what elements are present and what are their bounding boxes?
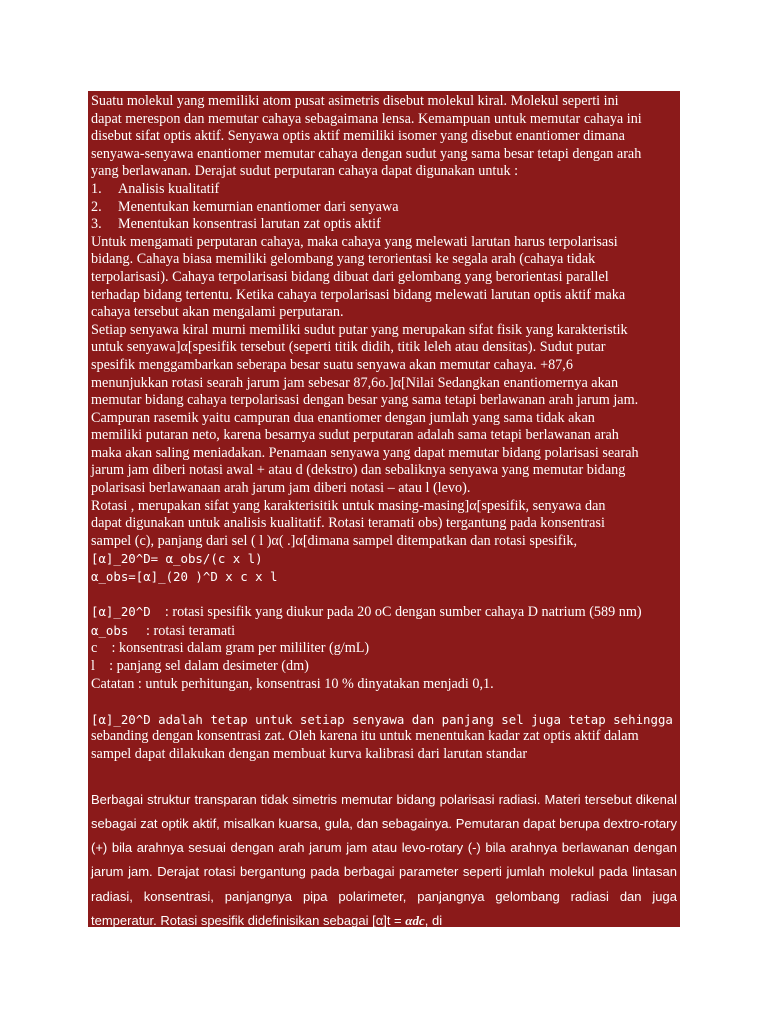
- calibration-paragraph: [91, 711, 755, 764]
- definition-line: [91, 622, 677, 641]
- text-line: terpolarisasi). Cahaya terpolarisasi bidang dibuat dari gelombang yang berorientasi parallel: [91, 268, 609, 285]
- spacer: [91, 764, 677, 788]
- list-item: [91, 216, 677, 234]
- document-page: [88, 91, 755, 929]
- text-line: cahaya tersebut akan mengalami perputaran.: [91, 304, 344, 321]
- text-line: dapat digunakan untuk analisis kualitatif. Rotasi teramati obs) tergantung pada konsentrasi: [91, 515, 605, 532]
- text-line: polarisasi berlawanaan arah jarum jam diberi notasi – atau l (levo).: [91, 480, 471, 497]
- text-line: Rotasi , merupakan sifat yang karakterisitik untuk masing-masing]α[spesifik, senyawa dan: [91, 497, 606, 514]
- text-line: Untuk mengamati perputaran cahaya, maka cahaya yang melewati larutan harus terpolarisasi: [91, 233, 618, 250]
- text-line: Setiap senyawa kiral murni memiliki sudut putar yang merupakan sifat fisik yang karakteristik: [91, 321, 628, 338]
- list-text: Menentukan kemurnian enantiomer dari senyawa: [118, 198, 399, 215]
- list-number: 1.: [91, 180, 102, 197]
- list-item: [91, 181, 677, 199]
- definition-line: c : konsentrasi dalam gram per mililiter (g/mL): [91, 640, 370, 657]
- text-line: [α]_20^D adalah tetap untuk setiap senyawa dan panjang sel juga tetap sehingga α_obs akan: [91, 711, 755, 727]
- text-line: sebanding dengan konsentrasi zat. Oleh karena itu untuk menentukan kadar zat optis aktif dalam: [91, 728, 639, 745]
- text-line: disebut sifat optis aktif. Senyawa optis aktif memiliki isomer yang disebut enantiomer dimana: [91, 128, 625, 145]
- intro-paragraph: [91, 93, 677, 181]
- definition-text: : rotasi spesifik yang diukur pada 20 oC dengan sumber cahaya D natrium (589 nm): [150, 604, 642, 621]
- text-line: Campuran rasemik yaitu campuran dua enantiomer dengan jumlah yang sama tidak akan: [91, 409, 595, 426]
- text-line: senyawa-senyawa enantiomer memutar cahaya dengan sudut yang sama besar tetapi dengan arah: [91, 145, 642, 162]
- definition-line: [91, 603, 677, 622]
- text-line: dapat merespon dan memutar cahaya sebagaimana lensa. Kemampuan untuk memutar cahaya ini: [91, 110, 642, 127]
- text-line: maka akan saling meniadakan. Penamaan senyawa yang dapat memutar bidang polarisasi searah: [91, 444, 639, 461]
- text-line: memiliki putaran neto, karena besarnya sudut perputaran adalah sama tetapi berlawanan arah: [91, 427, 619, 444]
- definitions-block: [91, 603, 677, 693]
- inline-formula: αdc: [405, 913, 425, 929]
- text-line: memutar bidang cahaya terpolarisasi dengan besar yang sama tetapi berlawanan arah jarum jam.: [91, 392, 639, 409]
- text-line: Suatu molekul yang memiliki atom pusat asimetris disebut molekul kiral. Molekul seperti ini: [91, 93, 619, 109]
- observed-rotation-formula: α_obs=[α]_(20 )^D x c x l: [91, 569, 278, 585]
- paragraph-text: Berbagai struktur transparan tidak simetris memutar bidang polarisasi radiasi. Materi tersebut dikenal sebagai zat optik aktif, misalkan kuarsa, gula, dan sebagainya. Pemutaran dapat berupa dextro-rotary (+) bila arahnya sesuai dengan arah jarum jam atau levo-rotary (-) bila arahnya berlawanan dengan jarum jam. Derajat rotasi bergantung pada berbagai parameter seperti jumlah molekul pada lintasan radiasi, konsentrasi, panjangnya pipa polarimeter, panjangnya gelombang radiasi dan juga temperatur. Rotasi spesifik didefinisikan sebagai [α]t =: [91, 791, 677, 929]
- definition-text: : rotasi teramati: [128, 622, 236, 639]
- text-line: untuk senyawa]α[spesifik tersebut (seperti titik didih, titik leleh atau densitas). Sudut putar: [91, 339, 606, 356]
- polarization-paragraph: [91, 234, 677, 551]
- text-line: menunjukkan rotasi searah jarum jam sebesar 87,6o.]α[Nilai Sedangkan enantiomernya akan: [91, 374, 619, 391]
- definition-line: l : panjang sel dalam desimeter (dm): [91, 658, 309, 674]
- numbered-list: [91, 181, 677, 234]
- list-item: [91, 199, 677, 217]
- text-line: yang berlawanan. Derajat sudut perputaran cahaya dapat digunakan untuk :: [91, 163, 519, 180]
- specific-rotation-formula: [α]_20^D= α_obs/(c x l): [91, 551, 263, 567]
- formula-block: [91, 550, 677, 585]
- text-line: spesifik menggambarkan seberapa besar suatu senyawa akan memutar cahaya. +87,6: [91, 356, 573, 373]
- text-line: bidang. Cahaya biasa memiliki gelombang yang terorientasi ke segala arah (cahaya tidak: [91, 251, 596, 268]
- text-line: sampel (c), panjang dari sel ( l )α( .]α[dimana sampel ditempatkan dan rotasi spesifik,: [91, 532, 578, 549]
- list-number: 2.: [91, 198, 102, 215]
- paragraph-tail: , di: [424, 913, 443, 929]
- symbol: [α]_20^D: [91, 604, 151, 620]
- optical-activity-paragraph: [91, 788, 677, 934]
- spacer: [91, 693, 677, 711]
- list-text: Menentukan konsentrasi larutan zat optis aktif: [118, 216, 381, 233]
- note-line: Catatan : untuk perhitungan, konsentrasi 10 % dinyatakan menjadi 0,1.: [91, 675, 494, 692]
- list-number: 3.: [91, 216, 102, 233]
- text-line: jarum jam diberi notasi awal + atau d (dekstro) dan sebaliknya senyawa yang memutar bidang: [91, 462, 626, 479]
- symbol: α_obs: [91, 622, 129, 638]
- list-text: Analisis kualitatif: [118, 180, 220, 197]
- text-line: sampel dapat dilakukan dengan membuat kurva kalibrasi dari larutan standar: [91, 745, 528, 762]
- text-line: terhadap bidang tertentu. Ketika cahaya terpolarisasi bidang melewati larutan optis aktif maka: [91, 286, 626, 303]
- spacer: [91, 586, 677, 604]
